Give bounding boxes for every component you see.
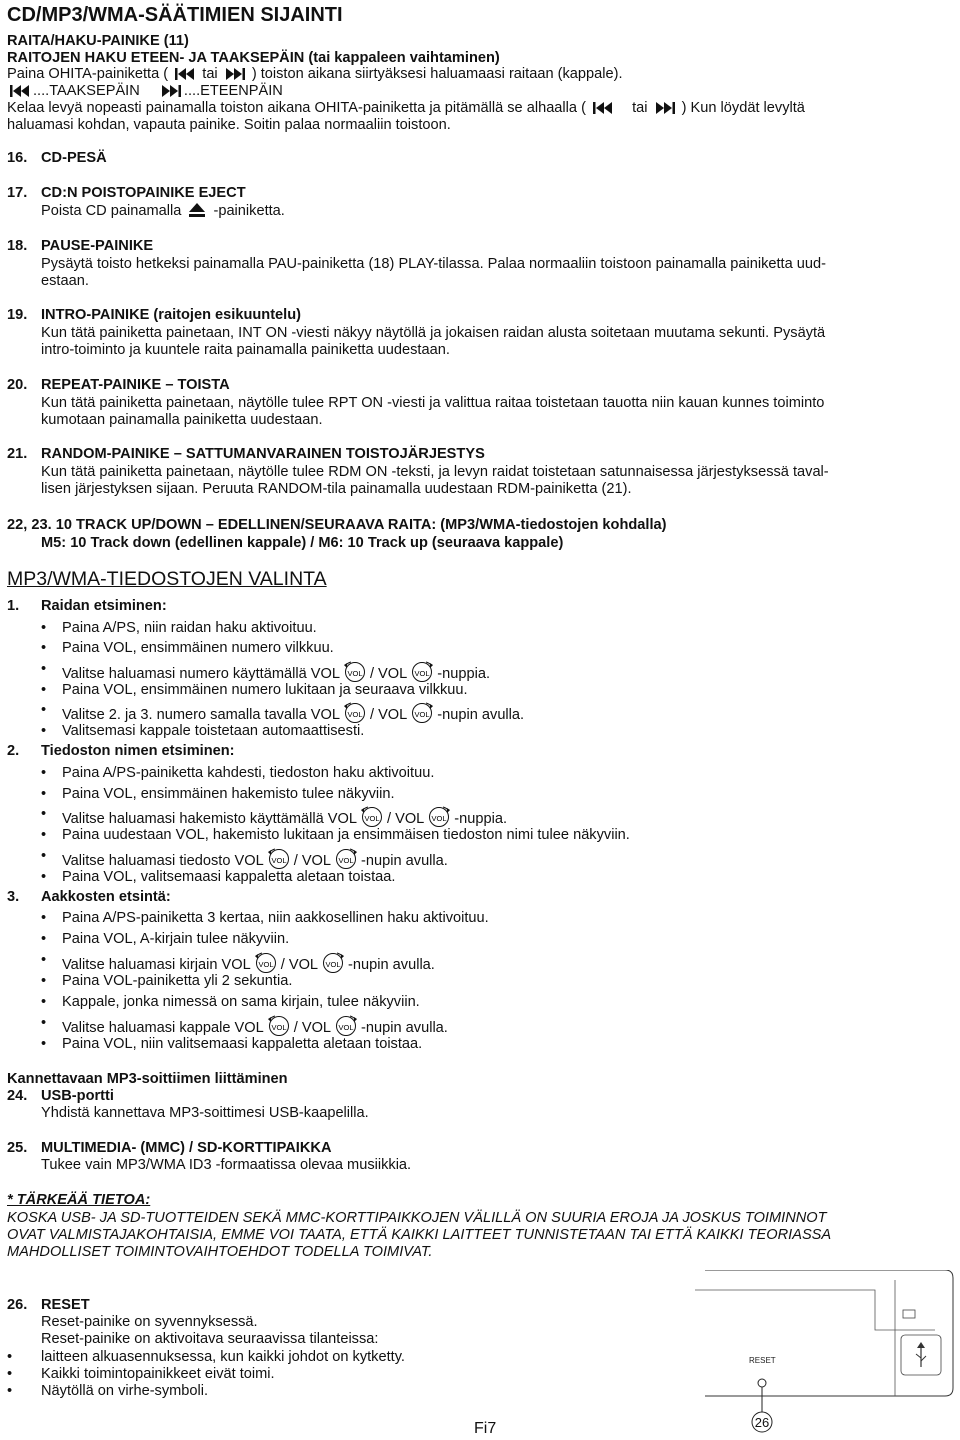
portable-heading: Kannettavaan MP3-soittiimen liittäminen [7,1071,288,1087]
section-25-text: Tukee vain MP3/WMA ID3 -formaatissa olevaa musiikkia. [41,1157,412,1173]
mp3-group-2-heading: Tiedoston nimen etsiminen: [41,743,235,759]
section-17-heading: CD:N POISTOPAINIKE EJECT [41,185,246,201]
track-line-3-b: tai [632,100,648,116]
vol-label: VOL [364,814,380,823]
mp3-group-1-heading: Raidan etsiminen: [41,598,167,614]
track-line-3-a: Kelaa levyä nopeasti painamalla toiston aikana OHITA-painiketta ja pitämällä se alhaalla ( [7,100,586,116]
section-19-line-1: Kun tätä painiketta painetaan, INT ON -viesti näkyy näytöllä ja jokaisen raidan alusta soitetaan muutama sekunti. Pysäytä [41,325,826,341]
vol-up-knob-icon [320,952,346,979]
track-forward-label: ....ETEENPÄIN [183,83,283,99]
track-back-label: ....TAAKSEPÄIN [33,83,140,99]
skip-forward-icon [654,102,676,119]
page-number: Fi7 [474,1420,497,1437]
reset-hole [758,1379,766,1387]
section-26-heading: RESET [41,1297,90,1313]
reset-diagram-label: RESET [749,1356,776,1365]
reset-line-1: Reset-painike on syvennyksessä. [41,1314,258,1330]
card-slot-icon [903,1310,915,1318]
page-title: CD/MP3/WMA-SÄÄTIMIEN SIJAINTI [7,4,343,26]
section-24-number: 24. [7,1088,28,1104]
vol-label: VOL [338,1023,354,1032]
vol-label: VOL [325,960,341,969]
mp3-group-3-number: 3. [7,889,20,905]
track-line-1-a: Paina OHITA-painiketta ( [7,66,169,82]
section-16-heading: CD-PESÄ [41,150,107,166]
vol-label: VOL [347,669,363,678]
track-heading-2: RAITOJEN HAKU ETEEN- JA TAAKSEPÄIN (tai kappaleen vaihtaminen) [7,50,500,66]
section-20-number: 20. [7,377,28,393]
section-18-line-1: Pysäytä toisto hetkeksi painamalla PAU-painiketta (18) PLAY-tilassa. Palaa normaaliin toistoon painamalla painiketta uud- [41,256,826,272]
section-19-number: 19. [7,307,28,323]
reset-diagram [695,1270,957,1440]
vol-label: VOL [258,960,274,969]
vol-label: VOL [271,856,287,865]
mp3-group-1-number: 1. [7,598,20,614]
track-line-3-c: ) Kun löydät levyltä [681,100,805,116]
section-24-heading: USB-portti [41,1088,114,1104]
section-20-line-2: kumotaan painamalla painiketta uudestaan. [41,412,323,428]
section-17-text [41,203,285,222]
section-22-line-1 [7,517,667,534]
vol-label: VOL [271,1023,287,1032]
section-19-heading: INTRO-PAINIKE (raitojen esikuuntelu) [41,307,302,323]
section-17-number: 17. [7,185,28,201]
section-18-heading: PAUSE-PAINIKE [41,238,154,254]
track-heading-1: RAITA/HAKU-PAINIKE (11) [7,33,189,49]
section-19-line-2: intro-toiminto ja kuuntele raita painamalla painiketta uudestaan. [41,342,450,358]
section-22-line-2: M5: 10 Track down (edellinen kappale) / M6: 10 Track up (seuraava kappale) [41,535,564,551]
track-line-4: haluamasi kohdan, vapauta painike. Soitin palaa normaaliin toistoon. [7,117,451,133]
section-25-heading: MULTIMEDIA- (MMC) / SD-KORTTIPAIKKA [41,1140,332,1156]
section-21-heading: RANDOM-PAINIKE – SATTUMANVARAINEN TOISTOJÄRJESTYS [41,446,485,462]
section-25-number: 25. [7,1140,28,1156]
usb-icon [916,1342,926,1367]
section-21-line-2: lisen järjestyksen sijaan. Peruuta RANDOM-tila painamalla uudestaan RDM-painiketta (21). [41,481,632,497]
eject-icon [189,203,205,222]
vol-label: VOL [414,669,430,678]
vol-label: VOL [431,814,447,823]
vol-up-knob-icon [409,702,435,729]
track-line-1-c: ) toiston aikana siirtyäksesi haluamaasi raitaan (kappale). [251,66,623,82]
section-22-number: 22, 23. [7,517,52,533]
section-17-text-b: -painiketta. [213,203,285,219]
section-20-heading: REPEAT-PAINIKE – TOISTA [41,377,230,393]
section-22-heading: 10 TRACK UP/DOWN – EDELLINEN/SEURAAVA RAITA: (MP3/WMA-tiedostojen kohdalla) [55,517,667,533]
section-17-text-a: Poista CD painamalla [41,203,182,219]
section-18-line-2: estaan. [41,273,89,289]
section-24-text: Yhdistä kannettava MP3-soittimesi USB-kaapelilla. [41,1105,369,1121]
important-line-2: OVAT VALMISTAJAKOHTAISIA, EMME VOI TAATA, ETTÄ KAIKKI LAITTEET TUNNISTETAAN TAI ETTÄ KAIKKI TEORIASSA [7,1227,832,1243]
important-line-3: MAHDOLLISET TOIMINTOVAIHTOEHDOT TODELLA TOIMIVAT. [7,1244,433,1260]
important-heading: * TÄRKEÄÄ TIETOA: [7,1192,151,1208]
vol-label: VOL [338,856,354,865]
section-16-number: 16. [7,150,28,166]
section-18-number: 18. [7,238,28,254]
important-line-1: KOSKA USB- JA SD-TUOTTEIDEN SEKÄ MMC-KORTTIPAIKKOJEN VÄLILLÄ ON SUURIA EROJA JA JOSKUS TOIMINNOT [7,1210,827,1226]
section-26-number: 26. [7,1297,28,1313]
section-20-line-1: Kun tätä painiketta painetaan, näytölle tulee RPT ON -viesti ja valittua raitaa toistetaan tauotta niin kauan kunnes toiminto [41,395,825,411]
vol-label: VOL [414,710,430,719]
vol-label: VOL [347,710,363,719]
mp3-group-2-number: 2. [7,743,20,759]
skip-back-icon [592,102,614,119]
callout-number: 26 [754,1415,770,1430]
mp3-section-heading: MP3/WMA-TIEDOSTOJEN VALINTA [7,568,327,590]
section-21-number: 21. [7,446,28,462]
mp3-group-3-heading: Aakkosten etsintä: [41,889,171,905]
track-line-1-b: tai [202,66,218,82]
reset-line-2: Reset-painike on aktivoitava seuraavissa tilanteissa: [41,1331,379,1347]
section-21-line-1: Kun tätä painiketta painetaan, näytölle tulee RDM ON -teksti, ja levyn raidat toistetaan satunnaisessa järjestyksessä taval- [41,464,829,480]
